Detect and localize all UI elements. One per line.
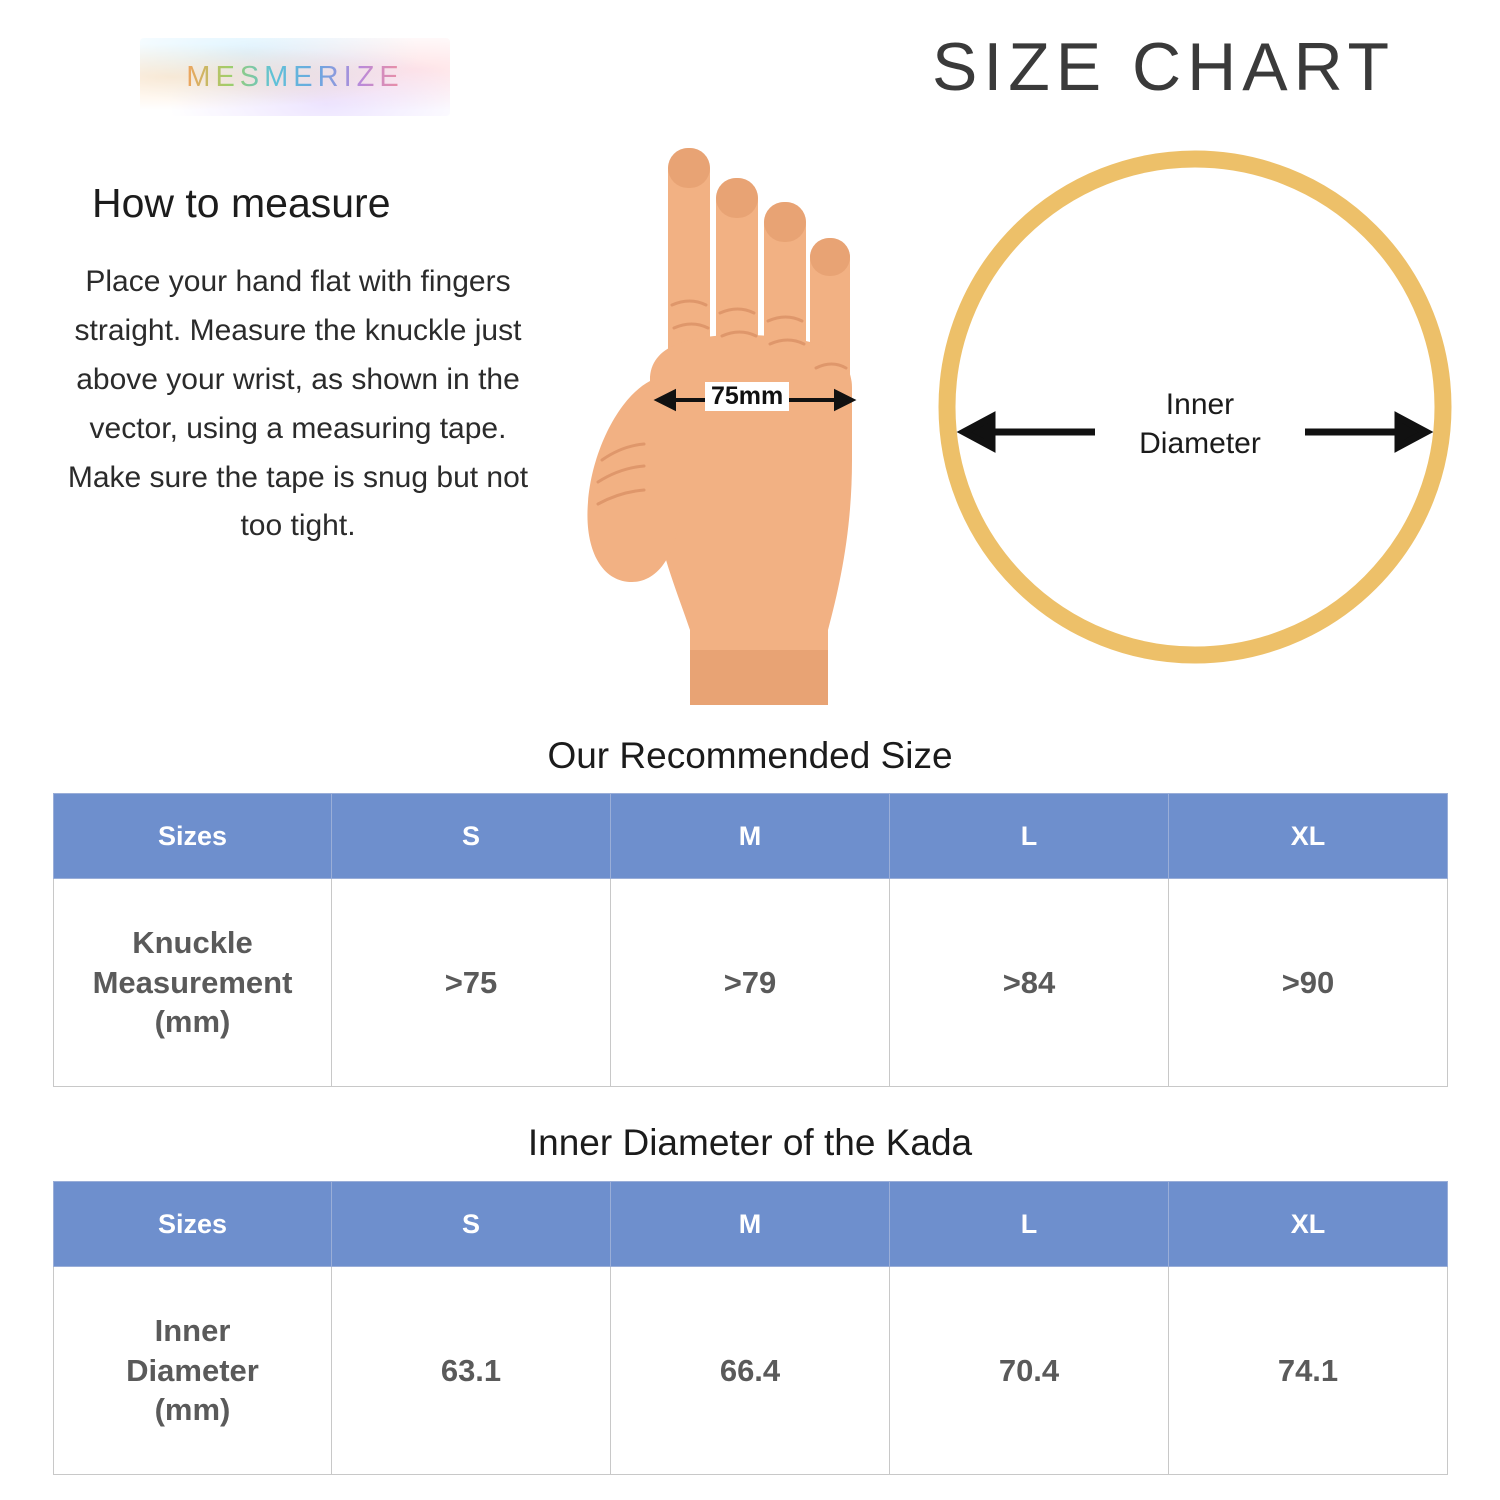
table2-header-xl: XL [1169, 1182, 1448, 1267]
recommended-size-table-title: Our Recommended Size [547, 735, 953, 776]
brand-logo [140, 38, 450, 116]
how-to-measure-heading: How to measure [92, 180, 391, 226]
table2-row-label [54, 1267, 332, 1475]
table2-row-label-line3: (mm) [154, 1392, 231, 1428]
table1-row-label-line2: Measurement [92, 964, 293, 1000]
table1-cell-m: >79 [611, 879, 890, 1087]
page-title: SIZE CHART [931, 29, 1395, 105]
table1-header-l: L [890, 794, 1169, 879]
how-to-measure-text: Place your hand flat with fingers straight. Measure the knuckle just above your wrist, as shown in the vector, using a measuring tape. Make sure the tape is snug but not too tight. [67, 265, 529, 543]
inner-diameter-label-line2: Diameter [1139, 427, 1261, 460]
table1-header-s: S [332, 794, 611, 879]
table1-header-m: M [611, 794, 890, 879]
table2-cell-s: 63.1 [332, 1267, 611, 1475]
table-header-row [54, 794, 1448, 879]
table2-row-label-line2: Diameter [126, 1352, 259, 1388]
hand-illustration [540, 130, 880, 705]
hand-measurement-label: 75mm [705, 382, 789, 411]
table2-cell-l: 70.4 [890, 1267, 1169, 1475]
table2-cell-m: 66.4 [611, 1267, 890, 1475]
hand-palm-icon [540, 130, 880, 705]
inner-diameter-table [53, 1181, 1448, 1475]
table1-cell-l: >84 [890, 879, 1169, 1087]
table2-header-s: S [332, 1182, 611, 1267]
table2-header-m: M [611, 1182, 890, 1267]
brand-logo-text: MESMERIZE [186, 60, 404, 93]
table1-row-label-line1: Knuckle [132, 924, 253, 960]
table1-cell-s: >75 [332, 879, 611, 1087]
table-row [54, 1267, 1448, 1475]
table1-row-label-line3: (mm) [154, 1004, 231, 1040]
table-row [54, 879, 1448, 1087]
table-header-row [54, 1182, 1448, 1267]
table1-cell-xl: >90 [1169, 879, 1448, 1087]
inner-diameter-label [1095, 385, 1305, 463]
inner-diameter-table-title: Inner Diameter of the Kada [527, 1122, 973, 1163]
table1-row-label [54, 879, 332, 1087]
table2-header-sizes: Sizes [54, 1182, 332, 1267]
table1-header-sizes: Sizes [54, 794, 332, 879]
recommended-size-table [53, 793, 1448, 1087]
table2-cell-xl: 74.1 [1169, 1267, 1448, 1475]
table1-header-xl: XL [1169, 794, 1448, 879]
table2-row-label-line1: Inner [154, 1312, 231, 1348]
table2-header-l: L [890, 1182, 1169, 1267]
inner-diameter-label-line1: Inner [1165, 388, 1235, 421]
